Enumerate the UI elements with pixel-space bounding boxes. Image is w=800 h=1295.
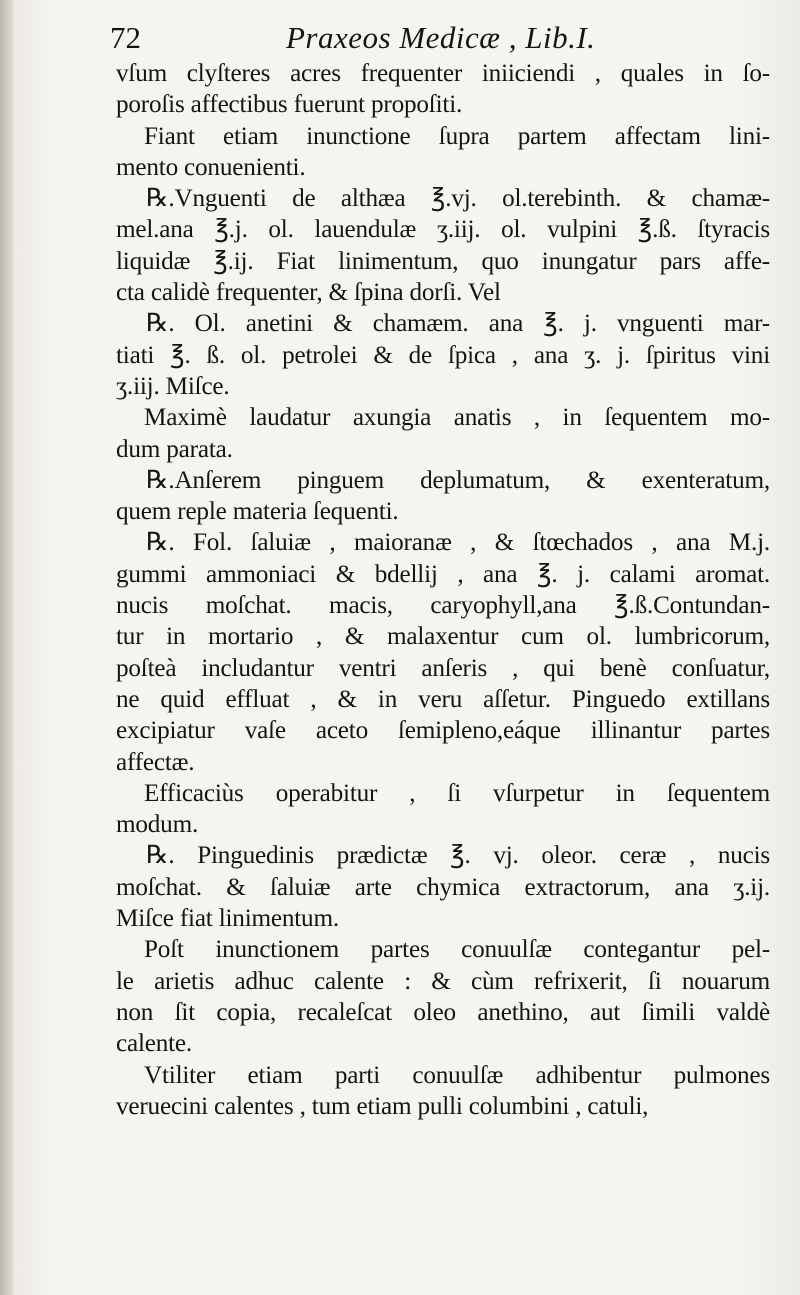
text-line: vſum clyſteres acres frequenter iniiciendi , quales in ſo- xyxy=(116,60,770,87)
text-line: cta calidè frequenter, & ſpina dorſi. Vel xyxy=(116,279,501,307)
text-line: poſteà includantur ventri anſeris , qui benè conſuatur, xyxy=(116,654,770,682)
text-line: ℞. Pinguedinis prædictæ ℥. vj. oleor. ceræ , nucis xyxy=(146,842,770,870)
text-line: veruecini calentes , tum etiam pulli columbini , catuli, xyxy=(116,1092,649,1120)
text-paragraph xyxy=(116,121,770,184)
text-paragraph xyxy=(116,58,770,121)
text-line: ne quid effluat , & in veru aſſetur. Pinguedo extillans xyxy=(116,685,770,713)
recipe-paragraph xyxy=(116,183,770,308)
text-line: quem reple materia ſequenti. xyxy=(116,498,399,526)
gutter-shadow xyxy=(0,0,14,1295)
text-paragraph xyxy=(116,402,770,465)
text-line: ℞. Fol. ſaluiæ , maioranæ , & ſtœchados , ana M.j. xyxy=(146,529,770,557)
text-line: dum parata. xyxy=(116,435,233,463)
text-line: le arietis adhuc calente : & cùm refrixerit, ſi nouarum xyxy=(116,967,770,995)
text-line: excipiatur vaſe aceto ſemipleno,eáque illinantur partes xyxy=(116,717,770,745)
body-text xyxy=(116,58,770,1122)
text-line: Fiant etiam inunctione ſupra partem affectam lini- xyxy=(144,122,770,150)
text-line: poroſis affectibus fuerunt propoſiti. xyxy=(116,91,463,119)
text-line: ℞.Vnguenti de althæa ℥.vj. ol.terebinth. & chamæ- xyxy=(146,185,770,213)
text-line: ʒ.iij. Miſce. xyxy=(116,372,230,400)
recipe-paragraph xyxy=(116,308,770,402)
text-line: affectæ. xyxy=(116,748,195,776)
recipe-paragraph xyxy=(116,840,770,934)
text-line: Efficaciùs operabitur , ſi vſurpetur in ſequentem xyxy=(144,779,770,807)
text-paragraph xyxy=(116,778,770,841)
text-line: ℞.Anſerem pinguem deplumatum, & exenteratum, xyxy=(146,466,770,494)
recipe-paragraph xyxy=(116,465,770,528)
text-line: liquidæ ℥.ij. Fiat linimentum, quo inungatur pars affe- xyxy=(116,247,770,275)
text-paragraph xyxy=(116,1060,770,1123)
text-line: tur in mortario , & malaxentur cum ol. lumbricorum, xyxy=(116,623,770,651)
text-paragraph xyxy=(116,934,770,1059)
text-line: Maximè laudatur axungia anatis , in ſequentem mo- xyxy=(144,404,770,432)
recipe-paragraph xyxy=(116,527,770,777)
text-line: gummi ammoniaci & bdellij , ana ℥. j. calami aromat. xyxy=(116,560,770,588)
running-header xyxy=(110,18,770,58)
text-line: nucis moſchat. macis, caryophyll,ana ℥.ß.Contundan- xyxy=(116,592,770,620)
text-line: modum. xyxy=(116,811,199,839)
text-line: mento conuenienti. xyxy=(116,153,306,181)
page-number: 72 xyxy=(110,20,141,55)
text-line: ℞. Ol. anetini & chamæm. ana ℥. j. vnguenti mar- xyxy=(146,310,770,338)
text-line: moſchat. & ſaluiæ arte chymica extractorum, ana ʒ.ij. xyxy=(116,873,770,901)
text-line: Miſce fiat linimentum. xyxy=(116,905,339,933)
text-line: non ſit copia, recaleſcat oleo anethino, aut ſimili valdè xyxy=(116,998,770,1026)
text-line: mel.ana ℥.j. ol. lauendulæ ʒ.iij. ol. vulpini ℥.ß. ſtyracis xyxy=(116,216,770,244)
text-line: tiati ℥. ß. ol. petrolei & de ſpica , ana ʒ. j. ſpiritus vini xyxy=(116,341,770,369)
running-title: Praxeos Medicæ , Lib.I. xyxy=(286,20,596,55)
text-line: Poſt inunctionem partes conuulſæ contegantur pel- xyxy=(144,936,770,964)
text-line: calente. xyxy=(116,1030,193,1058)
text-line: Vtiliter etiam parti conuulſæ adhibentur pulmones xyxy=(144,1061,770,1089)
